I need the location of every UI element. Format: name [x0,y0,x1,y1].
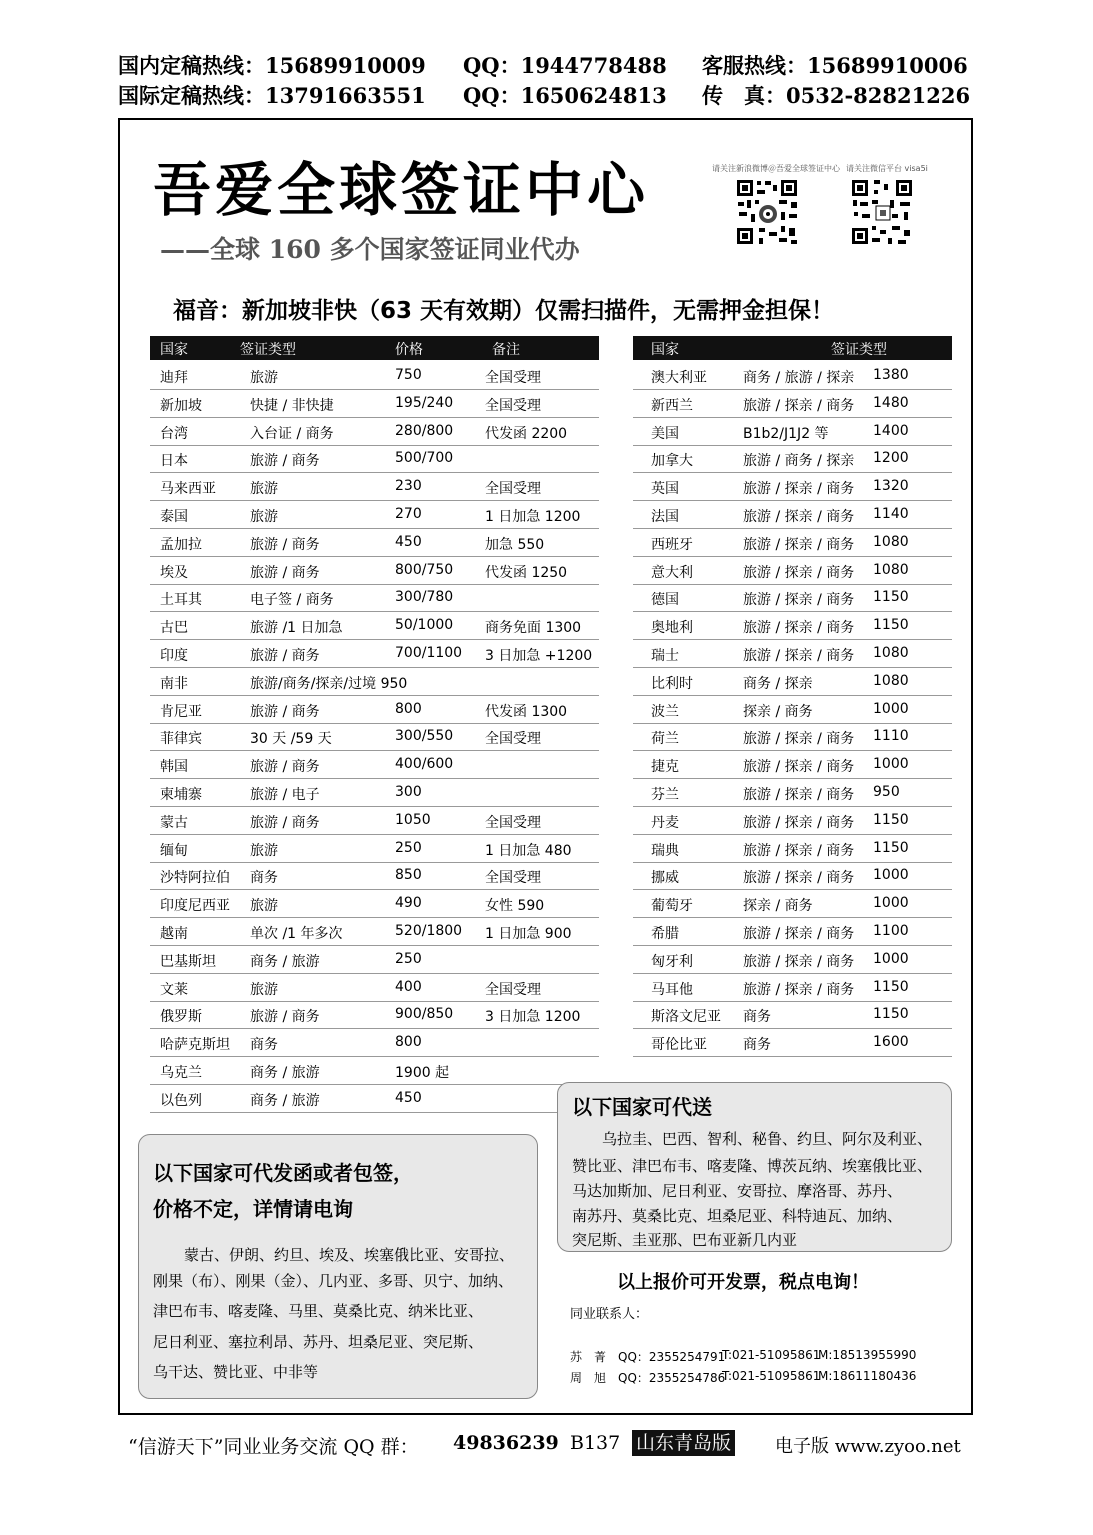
visa-type-cell: 旅游 [250,370,278,386]
price-cell: 1080 [873,672,909,689]
country-cell: 肯尼亚 [160,703,202,720]
contact-qq: QQ：2355254786 [618,1371,726,1385]
visa-type-cell: 商务 [743,1009,771,1026]
left-table-row [150,890,599,918]
visa-type-cell: 旅游 / 探亲 / 商务 [743,509,855,525]
country-cell: 越南 [160,926,188,942]
left-header-note: 备注 [492,342,520,358]
visa-type-cell: 商务 / 旅游 [250,953,320,970]
visa-type-cell: 商务 / 探亲 [743,675,813,692]
country-cell: 文莱 [160,981,188,998]
country-cell: 印度尼西亚 [160,898,230,915]
country-cell: 荷兰 [651,731,679,748]
price-cell: 1150 [873,811,909,828]
country-cell: 迪拜 [160,370,188,386]
price-cell: 230 [395,478,422,495]
left-header-type: 签证类型 [240,342,296,358]
country-cell: 德国 [651,592,679,609]
price-cell: 900/850 [395,1006,454,1023]
country-cell: 希腊 [651,926,679,942]
country-cell: 澳大利亚 [651,370,707,386]
price-cell: 950 [873,784,900,800]
qq-line-2: QQ：1650624813 [463,83,667,108]
country-cell: 沙特阿拉伯 [160,870,230,887]
left-header-price: 价格 [395,342,423,358]
visa-type-cell: 商务 / 旅游 / 探亲 [743,370,855,386]
visa-type-cell: 旅游 [250,981,278,998]
country-cell: 加拿大 [651,453,693,470]
country-cell: 韩国 [160,759,188,776]
country-cell: 匈牙利 [651,953,693,970]
contact-qq: QQ：2355254791 [618,1350,726,1364]
price-cell: 1000 [873,867,909,884]
price-cell: 1480 [873,394,909,411]
footer-qq-number: 49836239 [453,1432,559,1454]
country-cell: 比利时 [651,675,693,692]
note-cell: 1 日加急 1200 [485,509,581,525]
price-cell: 270 [395,506,422,522]
country-cell: 哥伦比亚 [651,1037,707,1054]
country-cell: 瑞士 [651,648,679,664]
left-table-row [150,779,599,807]
price-cell: 1080 [873,645,909,661]
contact-mobile: M:18611180436 [818,1369,917,1383]
price-cell: 1080 [873,561,909,578]
visa-type-cell: 旅游 / 商务 [250,814,320,831]
left-header-country: 国家 [160,342,188,358]
visa-type-cell: 旅游 / 探亲 / 商务 [743,648,855,664]
price-cell: 800 [395,1034,422,1051]
right-table-row [633,723,952,751]
price-cell: 800/750 [395,561,454,578]
country-cell: 菲律宾 [160,731,202,748]
country-cell: 日本 [160,453,188,470]
price-cell: 1000 [873,700,909,717]
visa-type-cell: 商务 [743,1037,771,1054]
invoice-note: 以上报价可开发票，税点电询！ [617,1272,869,1293]
left-table-row [150,946,599,974]
visa-type-cell: 探亲 / 商务 [743,703,813,720]
right-table-row [633,918,952,946]
fax-line: 传 真：0532-82821226 [702,83,971,108]
delivery-line: 马达加斯加、尼日利亚、安哥拉、摩洛哥、苏丹、 [572,1182,903,1200]
right-table-row [633,696,952,724]
country-cell: 泰国 [160,509,188,525]
price-cell: 1000 [873,756,909,773]
price-cell: 490 [395,895,422,912]
weibo-qr-code-icon [735,178,799,246]
country-cell: 新西兰 [651,397,693,414]
contacts-label: 同业联系人： [570,1307,649,1322]
visa-type-cell: 电子签 / 商务 [250,592,334,609]
invitation-line: 津巴布韦、喀麦隆、马里、莫桑比克、纳米比亚、 [153,1302,484,1320]
visa-type-cell: 旅游/商务/探亲/过境 950 [250,675,408,692]
country-cell: 巴基斯坦 [160,953,216,970]
visa-type-cell: 旅游 / 探亲 / 商务 [743,787,855,803]
left-table-row [150,751,599,779]
visa-type-cell: 旅游 / 探亲 / 商务 [743,481,855,498]
country-cell: 古巴 [160,620,188,637]
left-table-row [150,835,599,863]
delivery-line: 赞比亚、津巴布韦、喀麦隆、博茨瓦纳、埃塞俄比亚、 [572,1157,933,1175]
right-table-row [633,445,952,473]
delivery-box-title: 以下国家可代送 [572,1095,712,1119]
visa-type-cell: 旅游 / 探亲 / 商务 [743,536,855,553]
note-cell: 加急 550 [485,536,545,553]
visa-type-cell: 旅游 / 探亲 / 商务 [743,981,855,998]
country-cell: 英国 [651,481,679,498]
price-cell: 1000 [873,895,909,912]
country-cell: 马来西亚 [160,481,216,498]
visa-type-cell: 旅游 / 探亲 / 商务 [743,397,855,414]
left-table-row [150,696,599,724]
visa-type-cell: 商务 / 旅游 [250,1065,320,1081]
price-cell: 1400 [873,422,909,439]
right-table-row [633,362,952,390]
price-cell: 1380 [873,367,909,383]
price-cell: 1100 [873,923,909,939]
price-cell: 1140 [873,506,909,522]
wechat-qr-caption: 请关注微信平台 visa5i [846,164,928,173]
note-cell: 全国受理 [485,870,541,887]
right-table-row [633,1029,952,1057]
country-cell: 土耳其 [160,592,202,609]
right-header-type: 签证类型 [831,342,887,358]
left-table-row [150,501,599,529]
footer-page-number: B137 [570,1432,621,1454]
right-table-row [633,807,952,835]
country-cell: 法国 [651,509,679,525]
right-table-row [633,557,952,585]
left-table-row [150,529,599,557]
contact-mobile: M:18513955990 [818,1348,917,1362]
left-table-row [150,974,599,1002]
invitation-box-title-2: 价格不定，详情请电询 [153,1197,353,1221]
right-header-country: 国家 [651,342,679,358]
left-table-row [150,807,599,835]
price-cell: 750 [395,367,422,383]
right-table-row [633,640,952,668]
right-table-row [633,529,952,557]
price-cell: 450 [395,1089,422,1106]
visa-type-cell: 旅游 / 探亲 / 商务 [743,759,855,776]
price-cell: 1150 [873,978,909,995]
invitation-box-title-1: 以下国家可代发函或者包签， [153,1161,413,1185]
visa-type-cell: 旅游 / 商务 [250,648,320,664]
wechat-qr-code-icon [850,178,914,246]
price-cell: 450 [395,533,422,550]
price-cell: 300/780 [395,589,454,606]
left-table-row [150,640,599,668]
country-cell: 捷克 [651,759,679,776]
price-cell: 850 [395,867,422,884]
footer-qq-group: “信游天下”同业业务交流 QQ 群： [128,1436,419,1458]
left-table-header [150,336,599,360]
visa-type-cell: 快捷 / 非快捷 [250,397,334,414]
visa-type-cell: B1b2/J1J2 等 [743,425,829,442]
visa-type-cell: 旅游 / 探亲 / 商务 [743,592,855,609]
country-cell: 乌克兰 [160,1065,202,1081]
country-cell: 瑞典 [651,842,679,859]
country-cell: 美国 [651,425,679,442]
right-table-row [633,835,952,863]
visa-type-cell: 旅游 [250,481,278,498]
left-table-row [150,557,599,585]
visa-type-cell: 旅游 / 探亲 / 商务 [743,814,855,831]
price-cell: 800 [395,700,422,717]
weibo-qr-caption: 请关注新浪微博＠吾爱全球签证中心 [712,164,840,173]
visa-type-cell: 单次 /1 年多次 [250,926,343,942]
visa-type-cell: 旅游 / 探亲 / 商务 [743,870,855,887]
price-cell: 50/1000 [395,617,454,634]
contact-name: 苏 菁 [570,1350,607,1364]
price-cell: 1050 [395,811,431,828]
contact-tel: T:021-51095861 [722,1348,821,1362]
visa-type-cell: 旅游 / 商务 [250,1009,320,1026]
right-table-row [633,751,952,779]
note-cell: 全国受理 [485,814,541,831]
invitation-line: 尼日利亚、塞拉利昂、苏丹、坦桑尼亚、突尼斯、 [153,1333,484,1351]
delivery-line: 突尼斯、圭亚那、巴布亚新几内亚 [572,1231,798,1249]
price-cell: 1150 [873,839,909,856]
country-cell: 蒙古 [160,814,188,831]
note-cell: 女性 590 [485,898,545,915]
left-table-row [150,473,599,501]
country-cell: 马耳他 [651,981,693,998]
country-cell: 西班牙 [651,536,693,553]
left-table-row [150,1029,599,1057]
price-cell: 400 [395,978,422,995]
visa-type-cell: 商务 [250,870,278,887]
promo-headline: 福音：新加坡非快（63 天有效期）仅需扫描件，无需押金担保！ [173,298,835,324]
note-cell: 代发函 1250 [485,564,568,581]
contact-tel: T:021-51095861 [722,1369,821,1383]
visa-type-cell: 旅游 / 电子 [250,787,320,803]
visa-type-cell: 旅游 / 商务 [250,453,320,470]
note-cell: 代发函 2200 [485,425,568,442]
country-cell: 柬埔寨 [160,787,202,803]
page-subtitle: ——全球 160 多个国家签证同业代办 [160,235,580,264]
price-cell: 300/550 [395,728,454,745]
left-table-row [150,418,599,446]
left-table-row [150,390,599,418]
left-table-row [150,1085,599,1113]
left-table-row [150,723,599,751]
note-cell: 全国受理 [485,981,541,998]
price-cell: 1080 [873,533,909,550]
right-table-row [633,584,952,612]
note-cell: 3 日加急 1200 [485,1009,581,1026]
note-cell: 全国受理 [485,481,541,498]
country-cell: 缅甸 [160,842,188,859]
left-table-row [150,862,599,890]
left-table-row [150,445,599,473]
footer-website: 电子版 www.zyoo.net [775,1436,961,1457]
visa-type-cell: 30 天 /59 天 [250,731,332,748]
note-cell: 1 日加急 900 [485,926,572,942]
price-cell: 520/1800 [395,923,463,939]
price-cell: 1150 [873,617,909,634]
visa-type-cell: 旅游 / 商务 [250,703,320,720]
visa-type-cell: 旅游 /1 日加急 [250,620,343,637]
left-table-row [150,362,599,390]
page-title: 吾爱全球签证中心 [153,156,650,224]
country-cell: 奥地利 [651,620,693,637]
left-table-row [150,918,599,946]
right-table-header [633,336,952,360]
visa-type-cell: 旅游 / 探亲 / 商务 [743,620,855,637]
country-cell: 哈萨克斯坦 [160,1037,230,1054]
visa-type-cell: 旅游 / 探亲 / 商务 [743,731,855,748]
note-cell: 全国受理 [485,397,541,414]
right-table-row [633,779,952,807]
note-cell: 全国受理 [485,731,541,748]
left-table-row [150,1001,599,1029]
price-cell: 1320 [873,478,909,495]
left-table-row [150,612,599,640]
country-cell: 以色列 [160,1092,202,1109]
visa-type-cell: 旅游 / 商务 [250,536,320,553]
contact-name: 周 旭 [570,1371,607,1385]
right-table-row [633,390,952,418]
note-cell: 全国受理 [485,370,541,386]
visa-type-cell: 旅游 [250,898,278,915]
price-cell: 280/800 [395,422,454,439]
visa-type-cell: 旅游 [250,842,278,859]
price-cell: 400/600 [395,756,454,773]
country-cell: 斯洛文尼亚 [651,1009,721,1026]
price-cell: 300 [395,784,422,800]
visa-type-cell: 旅游 / 商务 [250,564,320,581]
country-cell: 埃及 [160,564,188,581]
visa-type-cell: 探亲 / 商务 [743,898,813,915]
country-cell: 台湾 [160,425,188,442]
delivery-line: 南苏丹、莫桑比克、坦桑尼亚、科特迪瓦、加纳、 [572,1207,903,1225]
country-cell: 孟加拉 [160,536,202,553]
country-cell: 印度 [160,648,188,664]
price-cell: 1150 [873,589,909,606]
country-cell: 意大利 [651,564,693,581]
price-cell: 1900 起 [395,1065,450,1081]
country-cell: 挪威 [651,870,679,887]
right-table-row [633,1001,952,1029]
visa-type-cell: 入台证 / 商务 [250,425,334,442]
delivery-line: 乌拉圭、巴西、智利、秘鲁、约旦、阿尔及利亚、 [602,1130,933,1148]
right-table-row [633,946,952,974]
country-cell: 俄罗斯 [160,1009,202,1026]
country-cell: 丹麦 [651,814,679,831]
left-table-row [150,1057,599,1085]
visa-type-cell: 旅游 / 探亲 / 商务 [743,564,855,581]
invitation-line: 刚果（布）、刚果（金）、几内亚、多哥、贝宁、加纳、 [153,1272,514,1290]
note-cell: 3 日加急 +1200 [485,648,593,664]
intl-hotline: 国际定稿热线：13791663551 [118,83,426,108]
right-table-row [633,974,952,1002]
country-cell: 新加坡 [160,397,202,414]
visa-type-cell: 商务 [250,1037,278,1054]
domestic-hotline: 国内定稿热线：15689910009 [118,53,426,78]
left-table-row [150,584,599,612]
price-cell: 1200 [873,450,909,467]
visa-type-cell: 旅游 [250,509,278,525]
price-cell: 195/240 [395,394,454,411]
right-table-row [633,890,952,918]
price-cell: 500/700 [395,450,454,467]
visa-type-cell: 商务 / 旅游 [250,1092,320,1109]
price-cell: 1150 [873,1006,909,1023]
visa-type-cell: 旅游 / 探亲 / 商务 [743,953,855,970]
note-cell: 代发函 1300 [485,703,568,720]
price-cell: 250 [395,950,422,967]
country-cell: 葡萄牙 [651,898,693,915]
right-table-row [633,862,952,890]
note-cell: 1 日加急 480 [485,842,572,859]
right-table-row [633,612,952,640]
right-table-row [633,418,952,446]
country-cell: 南非 [160,675,188,692]
price-cell: 1110 [873,728,909,745]
right-table-row [633,668,952,696]
right-table-row [633,473,952,501]
invitation-line: 蒙古、伊朗、约旦、埃及、埃塞俄比亚、安哥拉、 [184,1246,515,1264]
price-cell: 250 [395,839,422,856]
visa-type-cell: 旅游 / 商务 [250,759,320,776]
price-cell: 1600 [873,1034,909,1051]
visa-type-cell: 旅游 / 探亲 / 商务 [743,926,855,942]
edition-badge: 山东青岛版 [632,1430,735,1456]
country-cell: 芬兰 [651,787,679,803]
invitation-line: 乌干达、赞比亚、中非等 [153,1363,319,1381]
visa-type-cell: 旅游 / 商务 / 探亲 [743,453,855,470]
service-hotline: 客服热线：15689910006 [702,53,968,78]
right-table-row [633,501,952,529]
country-cell: 波兰 [651,703,679,720]
left-table-row [150,668,599,696]
qq-line-1: QQ：1944778488 [463,53,667,78]
price-cell: 1000 [873,950,909,967]
visa-type-cell: 旅游 / 探亲 / 商务 [743,842,855,859]
note-cell: 商务免面 1300 [485,620,582,637]
price-cell: 700/1100 [395,645,463,661]
